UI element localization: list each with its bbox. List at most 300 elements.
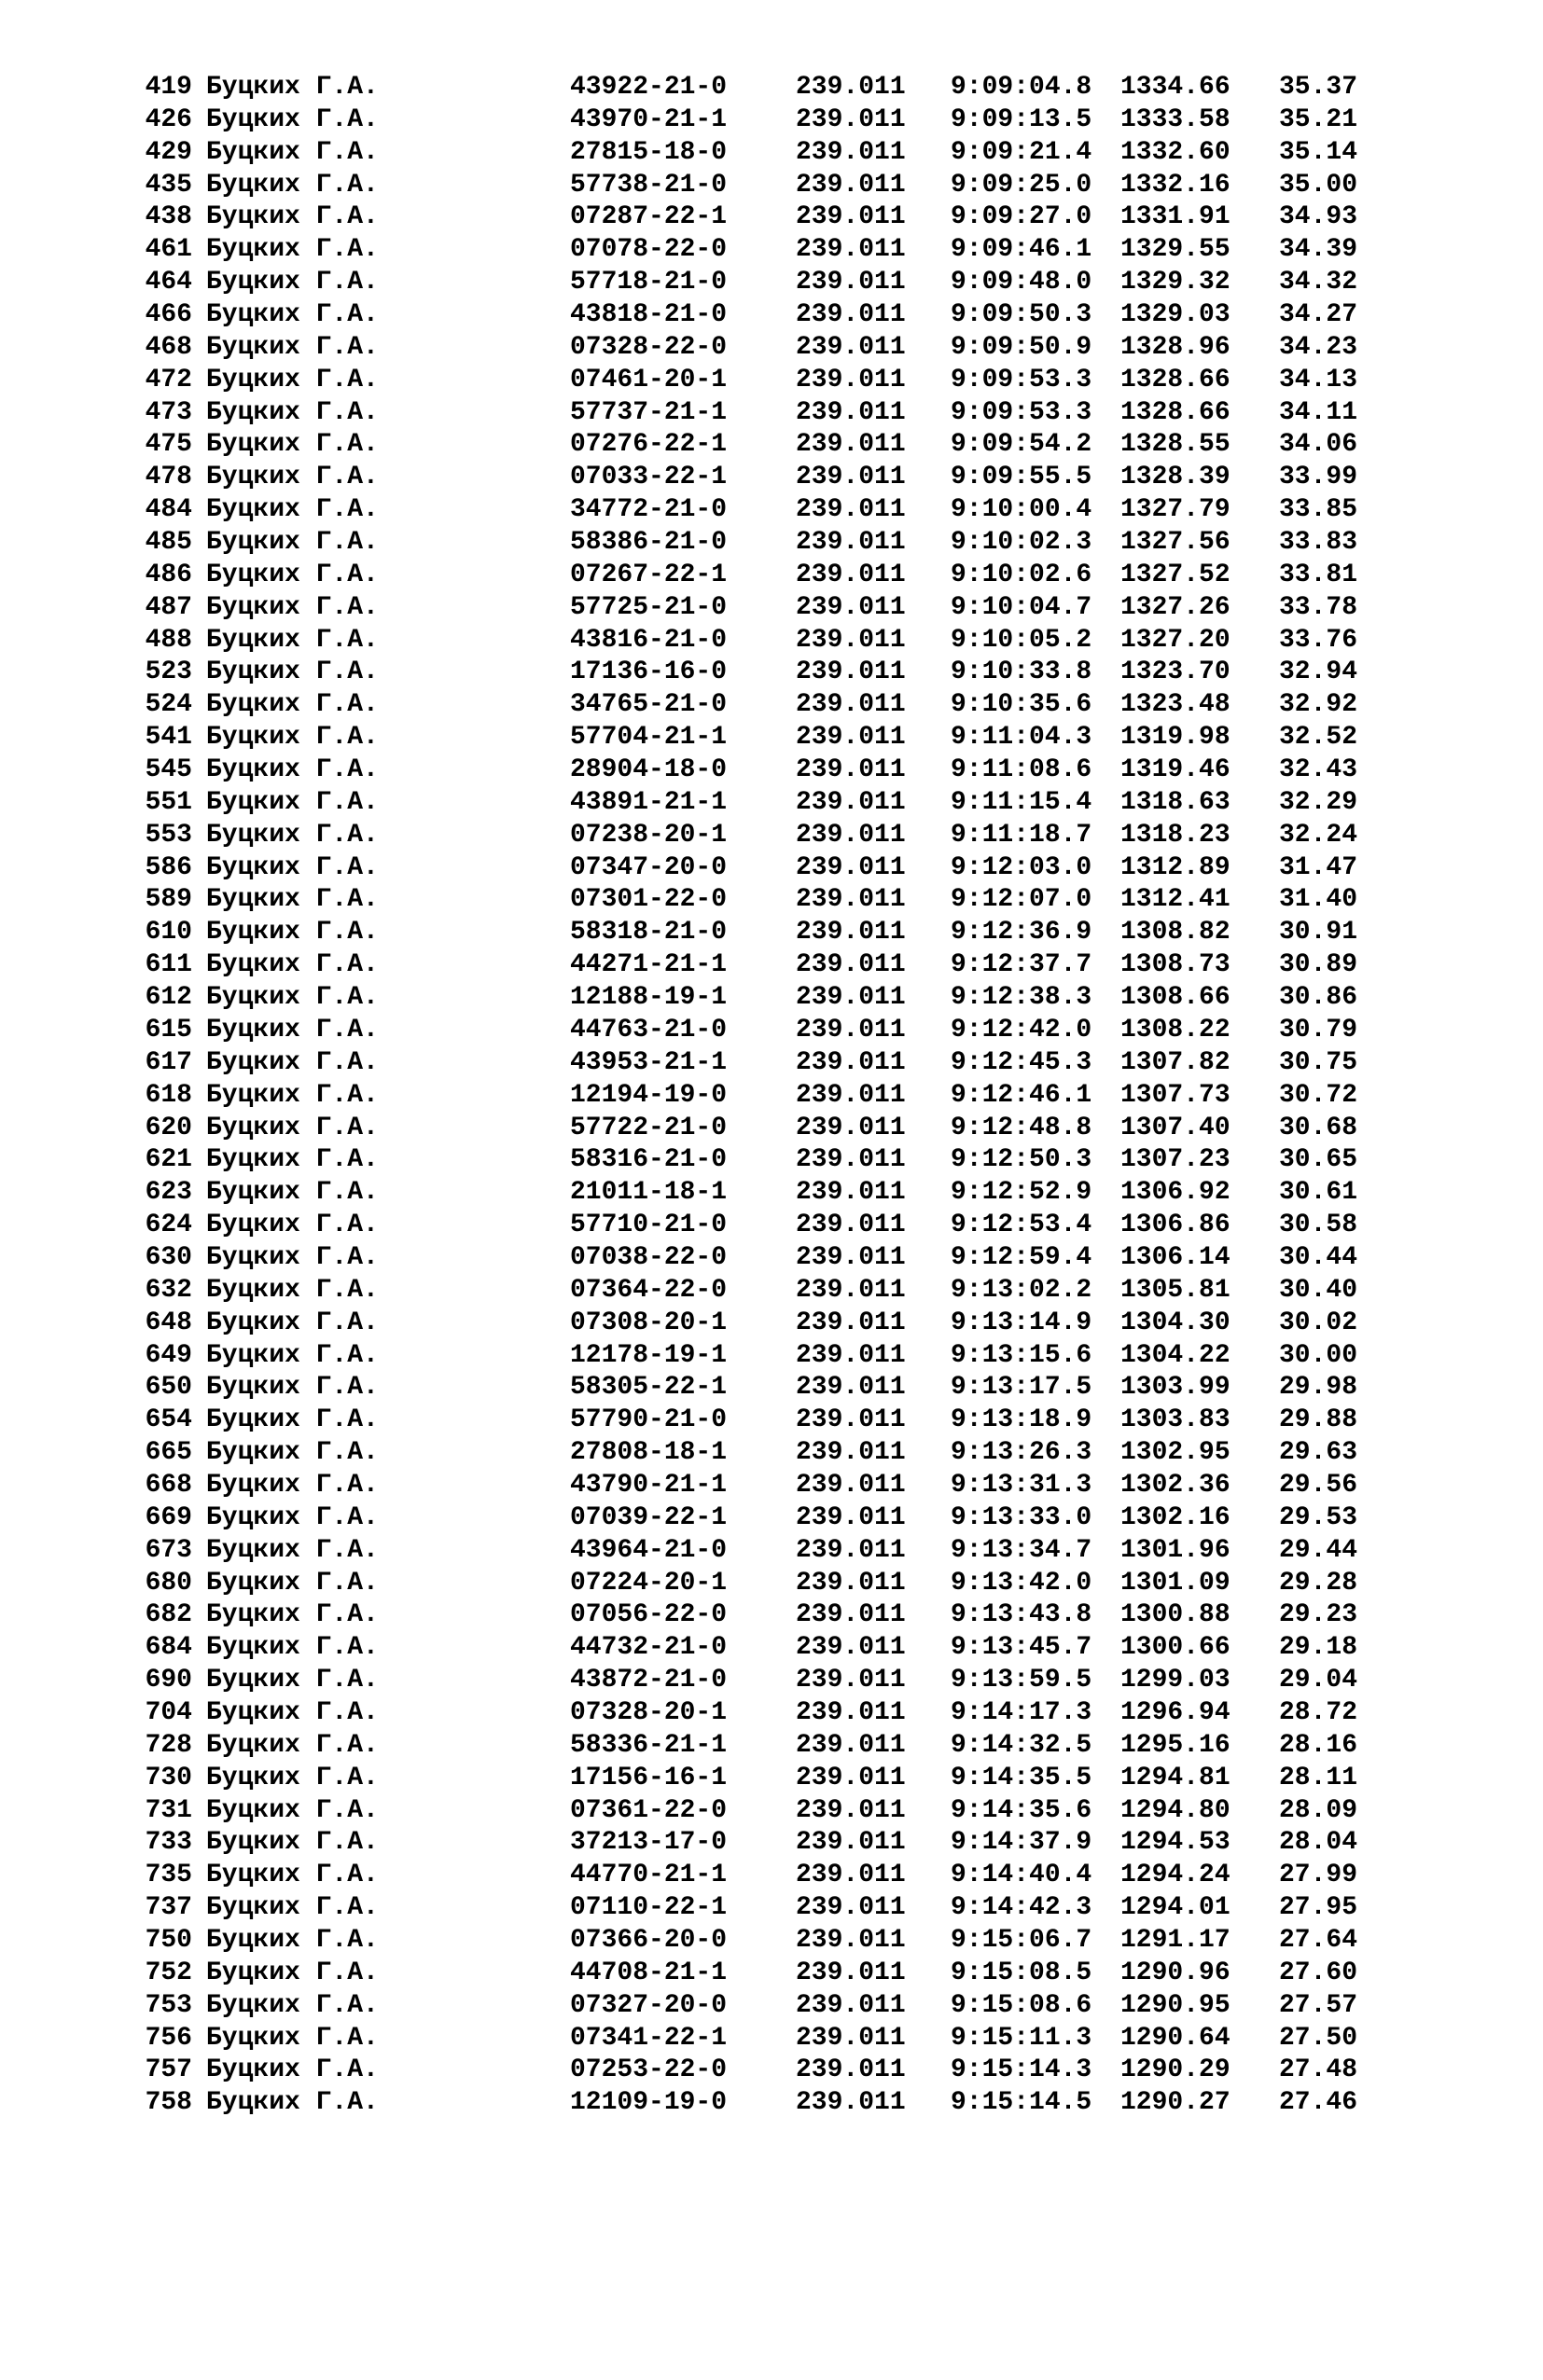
result-row [0, 267, 1543, 299]
speed-cell: 1294.53 [1120, 1828, 1230, 1858]
fancier-name-cell: Буцких Г.А. [206, 950, 379, 980]
distance-cell: 239.011 [796, 657, 906, 687]
arrival-time-cell: 9:13:31.3 [951, 1470, 1092, 1500]
score-cell: 27.99 [1279, 1861, 1358, 1890]
place-cell: 468 [145, 332, 192, 362]
speed-cell: 1291.17 [1120, 1925, 1230, 1955]
speed-cell: 1328.96 [1120, 332, 1230, 362]
result-row [0, 429, 1543, 462]
score-cell: 27.64 [1279, 1925, 1358, 1955]
place-cell: 735 [145, 1861, 192, 1890]
ring-number-cell: 58318-21-0 [570, 918, 728, 948]
distance-cell: 239.011 [796, 1470, 906, 1500]
speed-cell: 1294.01 [1120, 1893, 1230, 1923]
result-row [0, 104, 1543, 137]
score-cell: 32.92 [1279, 690, 1358, 720]
score-cell: 30.68 [1279, 1113, 1358, 1142]
distance-cell: 239.011 [796, 1047, 906, 1077]
speed-cell: 1308.73 [1120, 950, 1230, 980]
result-row [0, 1340, 1543, 1373]
place-cell: 650 [145, 1373, 192, 1403]
distance-cell: 239.011 [796, 787, 906, 817]
arrival-time-cell: 9:15:11.3 [951, 2023, 1092, 2053]
distance-cell: 239.011 [796, 1568, 906, 1598]
speed-cell: 1304.30 [1120, 1308, 1230, 1337]
arrival-time-cell: 9:10:00.4 [951, 495, 1092, 525]
result-row [0, 1730, 1543, 1763]
place-cell: 438 [145, 202, 192, 232]
distance-cell: 239.011 [796, 852, 906, 882]
fancier-name-cell: Буцких Г.А. [206, 1047, 379, 1077]
place-cell: 648 [145, 1308, 192, 1337]
fancier-name-cell: Буцких Г.А. [206, 1438, 379, 1468]
result-row [0, 234, 1543, 267]
ring-number-cell: 07361-22-0 [570, 1795, 728, 1825]
ring-number-cell: 57725-21-0 [570, 592, 728, 622]
arrival-time-cell: 9:13:26.3 [951, 1438, 1092, 1468]
ring-number-cell: 44763-21-0 [570, 1015, 728, 1045]
score-cell: 27.50 [1279, 2023, 1358, 2053]
arrival-time-cell: 9:14:35.6 [951, 1795, 1092, 1825]
score-cell: 33.99 [1279, 463, 1358, 492]
fancier-name-cell: Буцких Г.А. [206, 2023, 379, 2053]
place-cell: 673 [145, 1535, 192, 1565]
distance-cell: 239.011 [796, 2088, 906, 2118]
arrival-time-cell: 9:12:45.3 [951, 1047, 1092, 1077]
place-cell: 731 [145, 1795, 192, 1825]
arrival-time-cell: 9:12:59.4 [951, 1242, 1092, 1272]
place-cell: 654 [145, 1405, 192, 1435]
score-cell: 34.32 [1279, 268, 1358, 298]
place-cell: 684 [145, 1633, 192, 1663]
ring-number-cell: 43922-21-0 [570, 73, 728, 102]
distance-cell: 239.011 [796, 332, 906, 362]
fancier-name-cell: Буцких Г.А. [206, 1633, 379, 1663]
distance-cell: 239.011 [796, 1958, 906, 1987]
score-cell: 33.76 [1279, 625, 1358, 655]
score-cell: 29.63 [1279, 1438, 1358, 1468]
result-row [0, 982, 1543, 1015]
result-row [0, 1665, 1543, 1697]
speed-cell: 1334.66 [1120, 73, 1230, 102]
fancier-name-cell: Буцких Г.А. [206, 170, 379, 200]
arrival-time-cell: 9:13:14.9 [951, 1308, 1092, 1337]
score-cell: 32.43 [1279, 755, 1358, 785]
score-cell: 30.61 [1279, 1178, 1358, 1208]
distance-cell: 239.011 [796, 755, 906, 785]
fancier-name-cell: Буцких Г.А. [206, 463, 379, 492]
place-cell: 435 [145, 170, 192, 200]
result-row [0, 1177, 1543, 1210]
ring-number-cell: 12194-19-0 [570, 1080, 728, 1110]
distance-cell: 239.011 [796, 1535, 906, 1565]
result-row [0, 1015, 1543, 1047]
fancier-name-cell: Буцких Г.А. [206, 1730, 379, 1760]
result-row [0, 1372, 1543, 1404]
ring-number-cell: 43964-21-0 [570, 1535, 728, 1565]
fancier-name-cell: Буцких Г.А. [206, 1145, 379, 1175]
score-cell: 30.58 [1279, 1211, 1358, 1240]
score-cell: 34.06 [1279, 430, 1358, 460]
place-cell: 624 [145, 1211, 192, 1240]
fancier-name-cell: Буцких Г.А. [206, 625, 379, 655]
score-cell: 34.23 [1279, 332, 1358, 362]
ring-number-cell: 07267-22-1 [570, 560, 728, 589]
fancier-name-cell: Буцких Г.А. [206, 397, 379, 427]
result-row [0, 462, 1543, 494]
ring-number-cell: 43953-21-1 [570, 1047, 728, 1077]
speed-cell: 1319.46 [1120, 755, 1230, 785]
result-row [0, 201, 1543, 234]
distance-cell: 239.011 [796, 1633, 906, 1663]
speed-cell: 1327.56 [1120, 528, 1230, 558]
place-cell: 611 [145, 950, 192, 980]
fancier-name-cell: Буцких Г.А. [206, 495, 379, 525]
distance-cell: 239.011 [796, 723, 906, 753]
arrival-time-cell: 9:09:53.3 [951, 397, 1092, 427]
result-row [0, 1599, 1543, 1632]
fancier-name-cell: Буцких Г.А. [206, 104, 379, 134]
fancier-name-cell: Буцких Г.А. [206, 1925, 379, 1955]
result-row [0, 1827, 1543, 1860]
arrival-time-cell: 9:13:59.5 [951, 1666, 1092, 1695]
arrival-time-cell: 9:14:35.5 [951, 1763, 1092, 1792]
distance-cell: 239.011 [796, 1211, 906, 1240]
ring-number-cell: 07364-22-0 [570, 1275, 728, 1305]
place-cell: 553 [145, 820, 192, 850]
distance-cell: 239.011 [796, 983, 906, 1013]
place-cell: 475 [145, 430, 192, 460]
ring-number-cell: 07308-20-1 [570, 1308, 728, 1337]
place-cell: 461 [145, 235, 192, 265]
score-cell: 33.83 [1279, 528, 1358, 558]
speed-cell: 1319.98 [1120, 723, 1230, 753]
fancier-name-cell: Буцких Г.А. [206, 235, 379, 265]
arrival-time-cell: 9:12:37.7 [951, 950, 1092, 980]
ring-number-cell: 12109-19-0 [570, 2088, 728, 2118]
distance-cell: 239.011 [796, 430, 906, 460]
result-row [0, 137, 1543, 170]
result-row [0, 1275, 1543, 1308]
distance-cell: 239.011 [796, 1763, 906, 1792]
fancier-name-cell: Буцких Г.А. [206, 1828, 379, 1858]
arrival-time-cell: 9:14:32.5 [951, 1730, 1092, 1760]
speed-cell: 1323.48 [1120, 690, 1230, 720]
place-cell: 612 [145, 983, 192, 1013]
fancier-name-cell: Буцких Г.А. [206, 1211, 379, 1240]
arrival-time-cell: 9:09:27.0 [951, 202, 1092, 232]
fancier-name-cell: Буцких Г.А. [206, 690, 379, 720]
distance-cell: 239.011 [796, 202, 906, 232]
speed-cell: 1307.23 [1120, 1145, 1230, 1175]
distance-cell: 239.011 [796, 1308, 906, 1337]
score-cell: 30.91 [1279, 918, 1358, 948]
fancier-name-cell: Буцких Г.А. [206, 2055, 379, 2085]
speed-cell: 1306.14 [1120, 1242, 1230, 1272]
speed-cell: 1327.26 [1120, 592, 1230, 622]
ring-number-cell: 43872-21-0 [570, 1666, 728, 1695]
score-cell: 28.11 [1279, 1763, 1358, 1792]
distance-cell: 239.011 [796, 1145, 906, 1175]
results-list [0, 72, 1543, 2120]
distance-cell: 239.011 [796, 1113, 906, 1142]
distance-cell: 239.011 [796, 1340, 906, 1370]
arrival-time-cell: 9:15:14.5 [951, 2088, 1092, 2118]
speed-cell: 1290.64 [1120, 2023, 1230, 2053]
fancier-name-cell: Буцких Г.А. [206, 1015, 379, 1045]
arrival-time-cell: 9:12:52.9 [951, 1178, 1092, 1208]
result-row [0, 170, 1543, 202]
speed-cell: 1323.70 [1120, 657, 1230, 687]
distance-cell: 239.011 [796, 950, 906, 980]
speed-cell: 1301.09 [1120, 1568, 1230, 1598]
place-cell: 524 [145, 690, 192, 720]
fancier-name-cell: Буцких Г.А. [206, 1080, 379, 1110]
place-cell: 429 [145, 137, 192, 167]
result-row [0, 1990, 1543, 2023]
result-row [0, 1958, 1543, 1990]
fancier-name-cell: Буцких Г.А. [206, 332, 379, 362]
ring-number-cell: 37213-17-0 [570, 1828, 728, 1858]
speed-cell: 1331.91 [1120, 202, 1230, 232]
result-row [0, 1113, 1543, 1145]
place-cell: 488 [145, 625, 192, 655]
distance-cell: 239.011 [796, 1405, 906, 1435]
ring-number-cell: 27808-18-1 [570, 1438, 728, 1468]
score-cell: 29.28 [1279, 1568, 1358, 1598]
speed-cell: 1329.55 [1120, 235, 1230, 265]
score-cell: 32.29 [1279, 787, 1358, 817]
speed-cell: 1318.63 [1120, 787, 1230, 817]
fancier-name-cell: Буцких Г.А. [206, 787, 379, 817]
fancier-name-cell: Буцких Г.А. [206, 1373, 379, 1403]
arrival-time-cell: 9:13:15.6 [951, 1340, 1092, 1370]
arrival-time-cell: 9:11:18.7 [951, 820, 1092, 850]
score-cell: 31.47 [1279, 852, 1358, 882]
speed-cell: 1318.23 [1120, 820, 1230, 850]
place-cell: 752 [145, 1958, 192, 1987]
place-cell: 649 [145, 1340, 192, 1370]
speed-cell: 1328.39 [1120, 463, 1230, 492]
ring-number-cell: 12178-19-1 [570, 1340, 728, 1370]
place-cell: 466 [145, 300, 192, 330]
score-cell: 30.86 [1279, 983, 1358, 1013]
ring-number-cell: 28904-18-0 [570, 755, 728, 785]
score-cell: 27.46 [1279, 2088, 1358, 2118]
speed-cell: 1302.95 [1120, 1438, 1230, 1468]
score-cell: 32.52 [1279, 723, 1358, 753]
score-cell: 35.00 [1279, 170, 1358, 200]
place-cell: 486 [145, 560, 192, 589]
speed-cell: 1300.88 [1120, 1600, 1230, 1630]
fancier-name-cell: Буцких Г.А. [206, 2088, 379, 2118]
arrival-time-cell: 9:14:40.4 [951, 1861, 1092, 1890]
place-cell: 750 [145, 1925, 192, 1955]
result-row [0, 657, 1543, 689]
speed-cell: 1302.36 [1120, 1470, 1230, 1500]
speed-cell: 1307.40 [1120, 1113, 1230, 1142]
result-row [0, 787, 1543, 820]
ring-number-cell: 58316-21-0 [570, 1145, 728, 1175]
place-cell: 680 [145, 1568, 192, 1598]
ring-number-cell: 57737-21-1 [570, 397, 728, 427]
arrival-time-cell: 9:09:48.0 [951, 268, 1092, 298]
distance-cell: 239.011 [796, 170, 906, 200]
arrival-time-cell: 9:12:42.0 [951, 1015, 1092, 1045]
place-cell: 690 [145, 1666, 192, 1695]
distance-cell: 239.011 [796, 1015, 906, 1045]
fancier-name-cell: Буцких Г.А. [206, 1113, 379, 1142]
ring-number-cell: 07366-20-0 [570, 1925, 728, 1955]
fancier-name-cell: Буцких Г.А. [206, 1535, 379, 1565]
ring-number-cell: 07056-22-0 [570, 1600, 728, 1630]
distance-cell: 239.011 [796, 1373, 906, 1403]
arrival-time-cell: 9:15:08.5 [951, 1958, 1092, 1987]
fancier-name-cell: Буцких Г.А. [206, 852, 379, 882]
distance-cell: 239.011 [796, 495, 906, 525]
fancier-name-cell: Буцких Г.А. [206, 1990, 379, 2020]
speed-cell: 1308.66 [1120, 983, 1230, 1013]
score-cell: 31.40 [1279, 885, 1358, 915]
score-cell: 29.53 [1279, 1502, 1358, 1532]
ring-number-cell: 07461-20-1 [570, 365, 728, 394]
distance-cell: 239.011 [796, 625, 906, 655]
result-row [0, 527, 1543, 560]
score-cell: 27.57 [1279, 1990, 1358, 2020]
result-row [0, 1437, 1543, 1470]
result-row [0, 2023, 1543, 2055]
ring-number-cell: 34765-21-0 [570, 690, 728, 720]
fancier-name-cell: Буцких Г.А. [206, 820, 379, 850]
score-cell: 30.40 [1279, 1275, 1358, 1305]
speed-cell: 1327.52 [1120, 560, 1230, 589]
arrival-time-cell: 9:14:37.9 [951, 1828, 1092, 1858]
speed-cell: 1290.96 [1120, 1958, 1230, 1987]
score-cell: 34.11 [1279, 397, 1358, 427]
score-cell: 29.56 [1279, 1470, 1358, 1500]
distance-cell: 239.011 [796, 1600, 906, 1630]
fancier-name-cell: Буцких Г.А. [206, 1666, 379, 1695]
ring-number-cell: 44708-21-1 [570, 1958, 728, 1987]
place-cell: 523 [145, 657, 192, 687]
arrival-time-cell: 9:12:07.0 [951, 885, 1092, 915]
result-row [0, 72, 1543, 104]
arrival-time-cell: 9:13:45.7 [951, 1633, 1092, 1663]
ring-number-cell: 07110-22-1 [570, 1893, 728, 1923]
score-cell: 27.48 [1279, 2055, 1358, 2085]
arrival-time-cell: 9:11:15.4 [951, 787, 1092, 817]
result-row [0, 1860, 1543, 1892]
place-cell: 426 [145, 104, 192, 134]
distance-cell: 239.011 [796, 1730, 906, 1760]
result-row [0, 754, 1543, 787]
arrival-time-cell: 9:10:35.6 [951, 690, 1092, 720]
arrival-time-cell: 9:09:50.9 [951, 332, 1092, 362]
speed-cell: 1306.86 [1120, 1211, 1230, 1240]
ring-number-cell: 07253-22-0 [570, 2055, 728, 2085]
score-cell: 27.60 [1279, 1958, 1358, 1987]
place-cell: 610 [145, 918, 192, 948]
fancier-name-cell: Буцких Г.А. [206, 723, 379, 753]
ring-number-cell: 43816-21-0 [570, 625, 728, 655]
place-cell: 623 [145, 1178, 192, 1208]
score-cell: 28.04 [1279, 1828, 1358, 1858]
distance-cell: 239.011 [796, 73, 906, 102]
score-cell: 28.09 [1279, 1795, 1358, 1825]
speed-cell: 1302.16 [1120, 1502, 1230, 1532]
place-cell: 620 [145, 1113, 192, 1142]
score-cell: 29.88 [1279, 1405, 1358, 1435]
speed-cell: 1295.16 [1120, 1730, 1230, 1760]
result-row [0, 1404, 1543, 1437]
ring-number-cell: 57718-21-0 [570, 268, 728, 298]
speed-cell: 1328.66 [1120, 397, 1230, 427]
ring-number-cell: 07328-22-0 [570, 332, 728, 362]
place-cell: 758 [145, 2088, 192, 2118]
result-row [0, 2087, 1543, 2120]
ring-number-cell: 07347-20-0 [570, 852, 728, 882]
speed-cell: 1306.92 [1120, 1178, 1230, 1208]
result-row [0, 917, 1543, 949]
score-cell: 33.85 [1279, 495, 1358, 525]
arrival-time-cell: 9:13:17.5 [951, 1373, 1092, 1403]
distance-cell: 239.011 [796, 365, 906, 394]
result-row [0, 722, 1543, 754]
place-cell: 730 [145, 1763, 192, 1792]
distance-cell: 239.011 [796, 1990, 906, 2020]
result-row [0, 1535, 1543, 1568]
ring-number-cell: 07287-22-1 [570, 202, 728, 232]
score-cell: 29.98 [1279, 1373, 1358, 1403]
score-cell: 34.27 [1279, 300, 1358, 330]
score-cell: 32.24 [1279, 820, 1358, 850]
result-row [0, 365, 1543, 397]
score-cell: 30.75 [1279, 1047, 1358, 1077]
ring-number-cell: 07328-20-1 [570, 1697, 728, 1727]
ring-number-cell: 17156-16-1 [570, 1763, 728, 1792]
result-row [0, 625, 1543, 657]
distance-cell: 239.011 [796, 104, 906, 134]
place-cell: 618 [145, 1080, 192, 1110]
arrival-time-cell: 9:12:36.9 [951, 918, 1092, 948]
distance-cell: 239.011 [796, 1697, 906, 1727]
arrival-time-cell: 9:09:54.2 [951, 430, 1092, 460]
distance-cell: 239.011 [796, 397, 906, 427]
arrival-time-cell: 9:09:25.0 [951, 170, 1092, 200]
fancier-name-cell: Буцких Г.А. [206, 300, 379, 330]
fancier-name-cell: Буцких Г.А. [206, 137, 379, 167]
result-row [0, 1568, 1543, 1600]
distance-cell: 239.011 [796, 463, 906, 492]
arrival-time-cell: 9:13:02.2 [951, 1275, 1092, 1305]
result-row [0, 1470, 1543, 1502]
arrival-time-cell: 9:09:55.5 [951, 463, 1092, 492]
fancier-name-cell: Буцких Г.А. [206, 592, 379, 622]
distance-cell: 239.011 [796, 268, 906, 298]
result-row [0, 1242, 1543, 1275]
speed-cell: 1304.22 [1120, 1340, 1230, 1370]
distance-cell: 239.011 [796, 137, 906, 167]
speed-cell: 1329.32 [1120, 268, 1230, 298]
speed-cell: 1332.60 [1120, 137, 1230, 167]
ring-number-cell: 07039-22-1 [570, 1502, 728, 1532]
fancier-name-cell: Буцких Г.А. [206, 1568, 379, 1598]
fancier-name-cell: Буцких Г.А. [206, 755, 379, 785]
fancier-name-cell: Буцких Г.А. [206, 1600, 379, 1630]
fancier-name-cell: Буцких Г.А. [206, 1502, 379, 1532]
result-row [0, 1795, 1543, 1828]
place-cell: 541 [145, 723, 192, 753]
